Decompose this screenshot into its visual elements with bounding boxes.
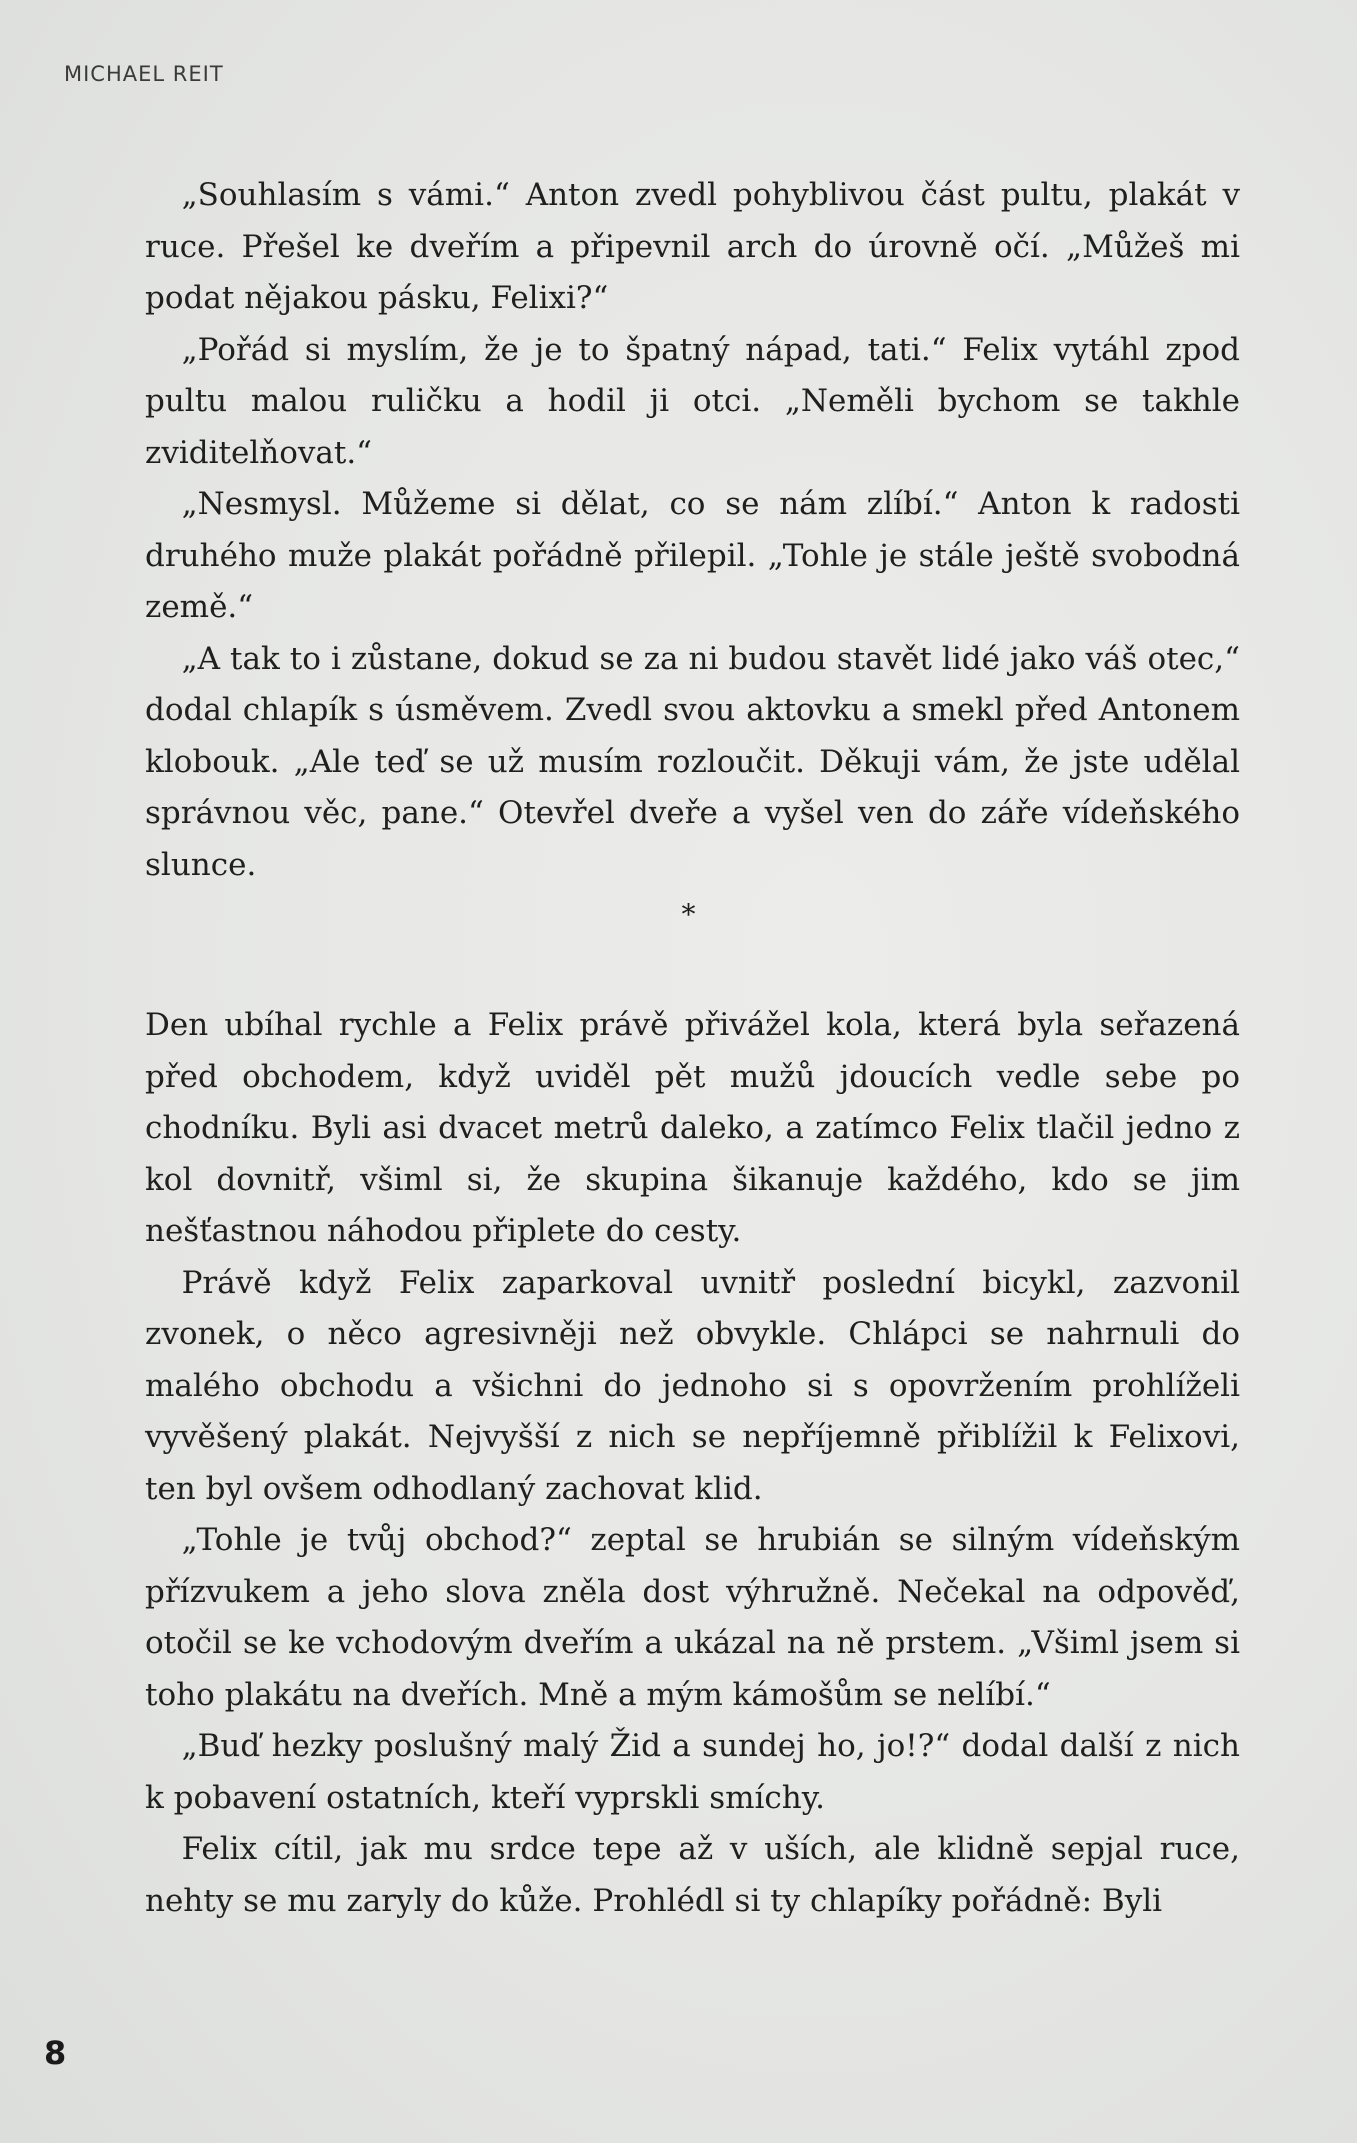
paragraph: „Pořád si myslím, že je to špatný nápad, tati.“ Felix vytáhl zpod pultu malou ruličku a hodil ji otci. „Neměli bychom se takhle zviditelňovat.“ [145,331,1240,471]
page-number: 8 [44,2034,67,2072]
paragraph: „A tak to i zůstane, dokud se za ni budou stavět lidé jako váš otec,“ dodal chlapík s úsměvem. Zvedl svou aktovku a smekl před Antonem klobouk. „Ale teď se už musím rozloučit. Děkuji vám, že jste udělal správnou věc, pane.“ Otevřel dveře a vyšel ven do záře vídeňského slunce. [145,640,1240,883]
section-1-text [145,170,1240,891]
paragraph: „Buď hezky poslušný malý Žid a sundej ho, jo!?“ dodal další z nich k pobavení ostatních, kteří vyprskli smíchy. [145,1728,1240,1816]
paragraph: Právě když Felix zaparkoval uvnitř poslední bicykl, zazvonil zvonek, o něco agresivněji než obvykle. Chlápci se nahrnuli do malého obchodu a všichni do jednoho si s opovržením prohlíželi vyvěšený plakát. Nejvyšší z nich se nepříjemně přiblížil k Felixovi, ten byl ovšem odhodlaný zachovat klid. [145,1264,1240,1507]
paragraph: „Nesmysl. Můžeme si dělat, co se nám zlíbí.“ Anton k radosti druhého muže plakát pořádně přilepil. „Tohle je stále ještě svobodná země.“ [145,486,1240,625]
paragraph: „Tohle je tvůj obchod?“ zeptal se hrubián se silným vídeňským přízvukem a jeho slova zněla dost výhružně. Nečekal na odpověď, otočil se ke vchodovým dveřím a ukázal na ně prstem. „Všiml jsem si toho plakátu na dveřích. Mně a mým kámošům se nelíbí.“ [145,1522,1240,1713]
scene-break-asterisk: * [681,898,696,931]
running-head: MICHAEL REIT [64,62,224,86]
paragraph: Den ubíhal rychle a Felix právě přivážel kola, která byla seřazená před obchodem, když uviděl pět mužů jdoucích vedle sebe po chodníku. Byli asi dvacet metrů daleko, a zatímco Felix tlačil jedno z kol dovnitř, všiml si, že skupina šikanuje každého, kdo se jim nešťastnou náhodou připlete do cesty. [145,1007,1240,1249]
section-2-text [145,1000,1240,1927]
paragraph: „Souhlasím s vámi.“ Anton zvedl pohyblivou část pultu, plakát v ruce. Přešel ke dveřím a připevnil arch do úrovně očí. „Můžeš mi podat nějakou pásku, Felixi?“ [145,177,1240,316]
paragraph: Felix cítil, jak mu srdce tepe až v uších, ale klidně sepjal ruce, nehty se mu zaryly do kůže. Prohlédl si ty chlapíky pořádně: Byli [145,1831,1240,1919]
